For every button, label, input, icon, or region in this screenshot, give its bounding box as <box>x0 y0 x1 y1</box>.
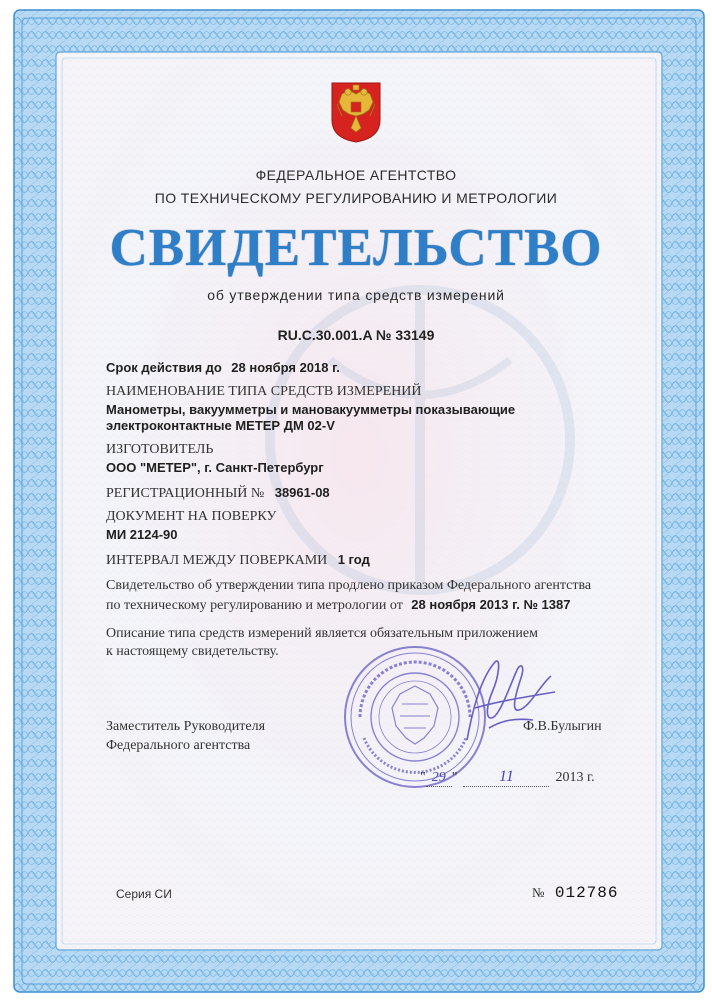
signatory-position-line-1: Заместитель Руководителя <box>106 719 266 734</box>
signing-date <box>420 768 595 787</box>
date-month: 11 <box>463 768 549 787</box>
document-title: СВИДЕТЕЛЬСТВО <box>109 219 603 277</box>
form-number <box>532 884 618 902</box>
agency-line-2: ПО ТЕХНИЧЕСКОМУ РЕГУЛИРОВАНИЮ И МЕТРОЛОГИИ <box>154 190 558 206</box>
validity-value: 28 ноября 2018 г. <box>231 360 340 375</box>
validity-label: Срок действия до <box>106 360 222 375</box>
manufacturer-label: ИЗГОТОВИТЕЛЬ <box>106 442 214 457</box>
date-day: 29 <box>426 770 452 787</box>
verification-doc-label: ДОКУМЕНТ НА ПОВЕРКУ <box>106 509 277 524</box>
validity-row <box>106 359 340 377</box>
instrument-value-line-2: электроконтактные МЕТЕР ДМ 02-V <box>106 418 335 433</box>
form-number-value: 012786 <box>554 884 619 902</box>
extension-line-2 <box>106 596 570 614</box>
extension-line-2-prefix: по техническому регулированию и метрологии от <box>106 598 403 613</box>
registration-row <box>106 484 330 502</box>
interval-value: 1 год <box>337 552 370 567</box>
description-line-1: Описание типа средств измерений является обязательным приложением <box>106 626 538 641</box>
extension-order-value: 28 ноября 2013 г. № 1387 <box>411 597 571 612</box>
interval-label: ИНТЕРВАЛ МЕЖДУ ПОВЕРКАМИ <box>106 553 328 568</box>
instrument-value-line-1: Манометры, вакуумметры и мановакуумметры показывающие <box>106 402 516 417</box>
signatory-position-line-2: Федерального агентства <box>106 738 251 753</box>
registration-label: РЕГИСТРАЦИОННЫЙ № <box>106 486 265 501</box>
form-number-prefix: № <box>532 885 545 900</box>
coat-of-arms-icon <box>329 80 383 144</box>
certificate-number: RU.C.30.001.A № 33149 <box>277 327 435 343</box>
date-year: 2013 г. <box>555 770 595 785</box>
date-open-quote: " <box>420 770 426 785</box>
series-label: Серия СИ <box>116 887 172 901</box>
registration-value: 38961-08 <box>274 485 330 500</box>
manufacturer-value: ООО "МЕТЕР", г. Санкт-Петербург <box>106 460 324 475</box>
date-close-quote: " <box>451 770 458 785</box>
extension-line-1: Свидетельство об утверждении типа продлено приказом Федерального агентства <box>106 578 592 593</box>
agency-line-1: ФЕДЕРАЛЬНОЕ АГЕНТСТВО <box>255 167 457 183</box>
signatory-name: Ф.В.Булыгин <box>523 719 602 734</box>
document-subtitle: об утверждении типа средств измерений <box>207 287 505 303</box>
verification-doc-value: МИ 2124-90 <box>106 527 178 542</box>
interval-row <box>106 551 370 569</box>
description-line-2: к настоящему свидетельству. <box>106 644 279 659</box>
instrument-label: НАИМЕНОВАНИЕ ТИПА СРЕДСТВ ИЗМЕРЕНИЙ <box>106 384 422 399</box>
